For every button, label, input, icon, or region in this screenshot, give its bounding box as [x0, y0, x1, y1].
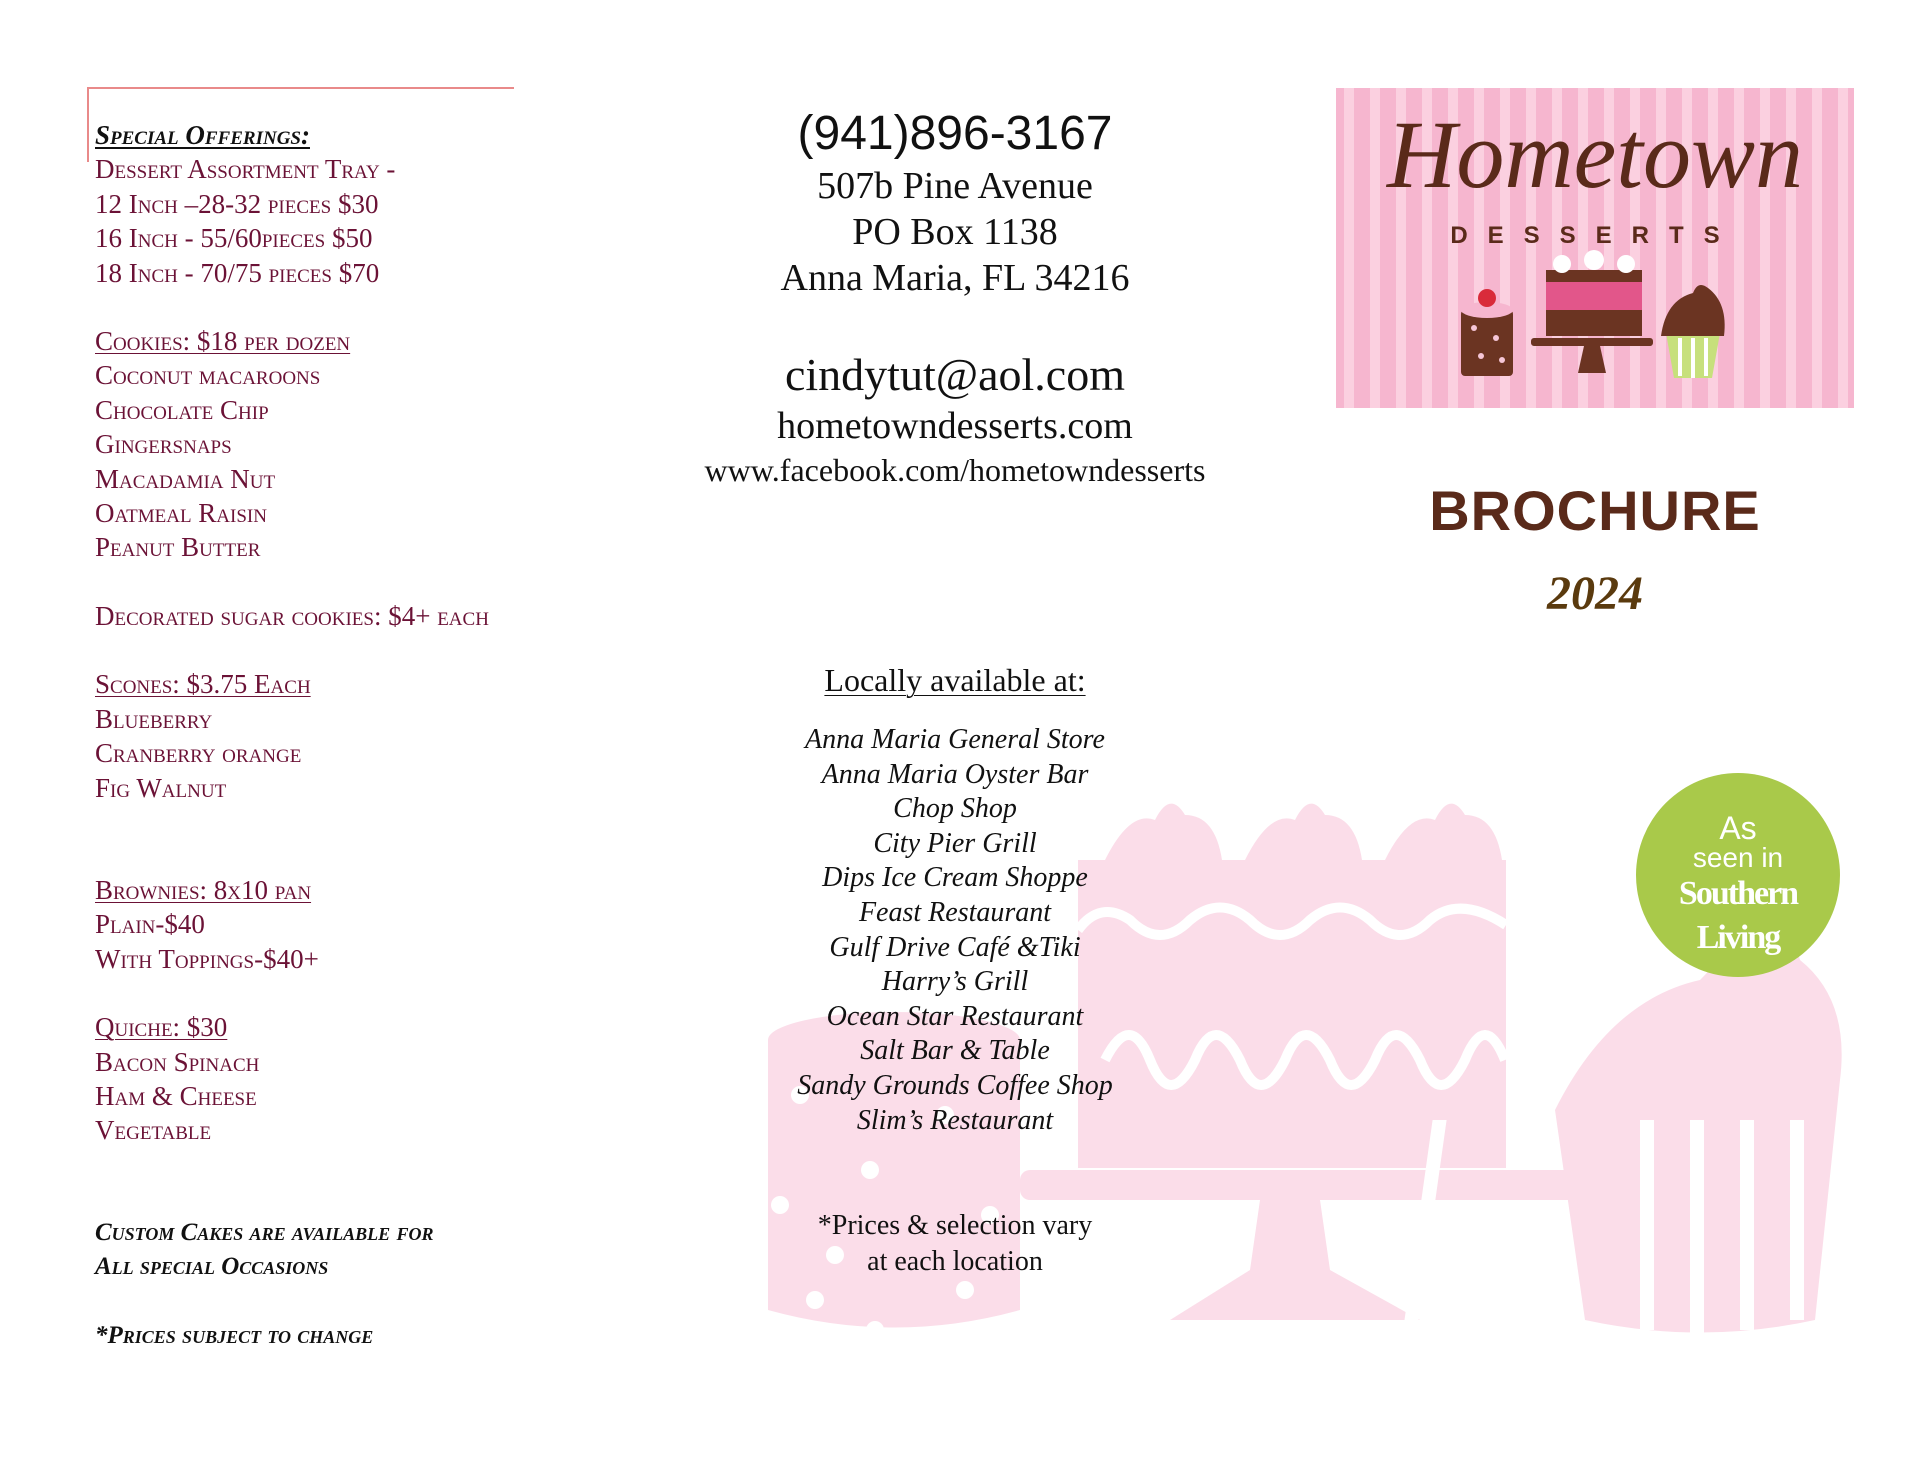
corner-rule-horizontal	[87, 87, 514, 89]
badge-line-3: Southern Living	[1678, 875, 1798, 956]
store-list	[640, 723, 1270, 1138]
facebook-link[interactable]: www.facebook.com/hometowndesserts	[704, 452, 1206, 488]
store-item: Chop Shop	[893, 793, 1017, 825]
menu-column	[95, 118, 615, 1353]
corner-rule-vertical	[87, 87, 89, 162]
custom-cakes-note: Custom Cakes are available for	[95, 1218, 434, 1246]
scone-item: Cranberry orange	[95, 738, 302, 769]
sugar-cookies-price: Decorated sugar cookies: $4+ each	[95, 600, 489, 631]
quiche-item: Ham & Cheese	[95, 1080, 257, 1111]
scone-item: Blueberry	[95, 703, 213, 734]
special-offerings-heading: Special Offerings:	[95, 120, 310, 150]
scones-heading: Scones: $3.75 Each	[95, 669, 311, 700]
availability-note-line: at each location	[867, 1246, 1043, 1277]
availability-note	[640, 1208, 1270, 1280]
logo-script-text: Hometown	[1387, 101, 1803, 208]
brownies-heading: Brownies: 8x10 pan	[95, 874, 312, 905]
store-item: Anna Maria General Store	[805, 724, 1105, 755]
quiche-heading: Quiche: $30	[95, 1012, 228, 1043]
cookie-item: Gingersnaps	[95, 429, 232, 460]
scone-item: Fig Walnut	[95, 772, 227, 803]
document-title: BROCHURE	[1429, 479, 1761, 542]
cookies-heading: Cookies: $18 per dozen	[95, 326, 351, 357]
address-line: Anna Maria, FL 34216	[780, 257, 1130, 299]
store-item: Anna Maria Oyster Bar	[821, 758, 1089, 790]
tray-title: Dessert Assortment Tray -	[95, 154, 396, 185]
cookie-item: Coconut macaroons	[95, 360, 321, 391]
tray-18-price: 18 Inch - 70/75 pieces $70	[95, 257, 380, 288]
store-item: Dips Ice Cream Shoppe	[822, 862, 1088, 894]
cookie-item: Macadamia Nut	[95, 463, 276, 494]
cookie-item: Oatmeal Raisin	[95, 498, 267, 529]
store-item: Sandy Grounds Coffee Shop	[797, 1069, 1113, 1101]
badge-line-2: seen in	[1692, 842, 1784, 873]
custom-cakes-note-2: All special Occasions	[95, 1253, 329, 1281]
store-item: City Pier Grill	[873, 827, 1037, 859]
prices-note: *Prices subject to change	[95, 1321, 374, 1349]
cookie-item: Chocolate Chip	[95, 394, 269, 425]
phone-number: (941)896-3167	[797, 107, 1113, 160]
badge-text	[1636, 812, 1840, 960]
quiche-item: Vegetable	[95, 1115, 212, 1146]
cookie-item: Peanut Butter	[95, 532, 261, 563]
address-line: PO Box 1138	[852, 211, 1058, 253]
website-link[interactable]: hometowndesserts.com	[777, 405, 1133, 447]
brownie-item: Plain-$40	[95, 909, 205, 940]
logo-sub-text: DESSERTS	[1450, 222, 1740, 249]
availability-note-line: *Prices & selection vary	[817, 1210, 1093, 1241]
store-item: Feast Restaurant	[858, 896, 1052, 928]
tray-12-price: 12 Inch –28-32 pieces $30	[95, 188, 379, 219]
store-item: Salt Bar & Table	[860, 1035, 1050, 1067]
address-block	[640, 163, 1270, 301]
store-item: Slim’s Restaurant	[856, 1104, 1054, 1136]
address-line: 507b Pine Avenue	[817, 165, 1093, 207]
availability-heading-text: Locally available at:	[824, 662, 1086, 698]
tray-16-price: 16 Inch - 55/60pieces $50	[95, 223, 373, 254]
store-item: Gulf Drive Café &Tiki	[829, 931, 1081, 963]
quiche-item: Bacon Spinach	[95, 1046, 260, 1077]
store-item: Ocean Star Restaurant	[826, 1000, 1084, 1032]
store-item: Harry’s Grill	[881, 966, 1029, 998]
badge-line-1: As	[1719, 810, 1757, 846]
availability-heading	[640, 660, 1270, 700]
brownie-item: With Toppings-$40+	[95, 943, 319, 974]
document-year: 2024	[1547, 567, 1643, 620]
email-link[interactable]: cindytut@aol.com	[784, 349, 1125, 400]
